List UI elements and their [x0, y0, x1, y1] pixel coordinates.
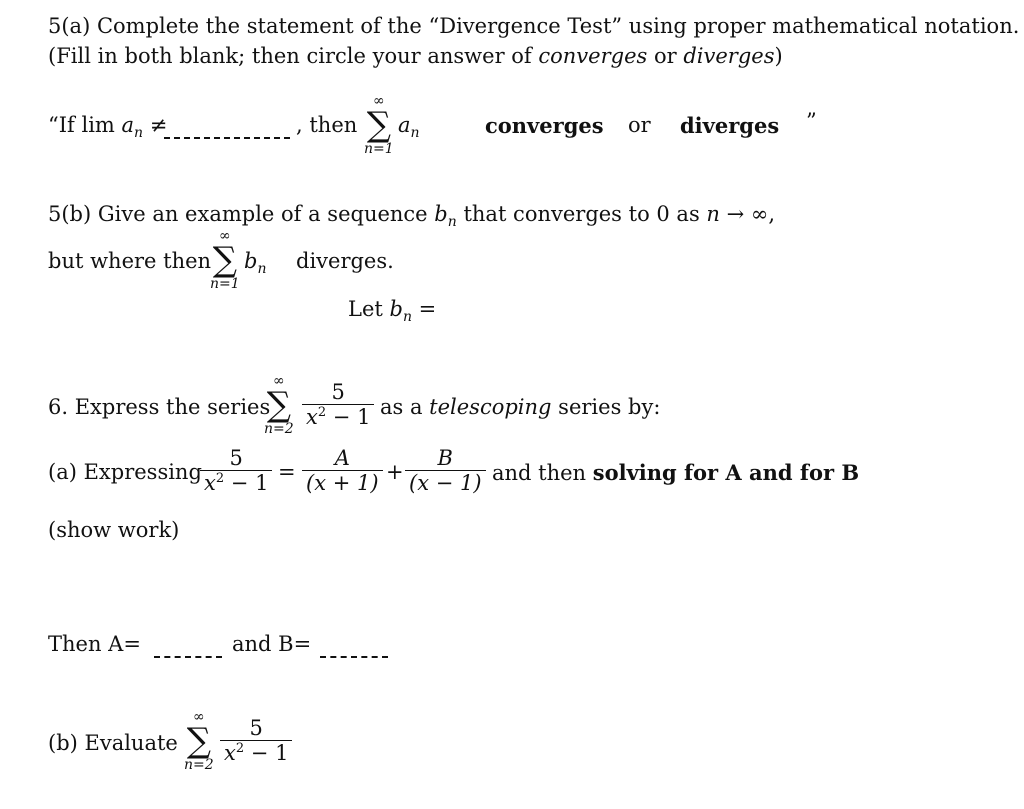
- q5b-let: [348, 297, 437, 325]
- q6a-show-work: (show work): [48, 518, 180, 542]
- q6-intro-rest: [380, 395, 660, 419]
- q6b-frac-num: 5: [249, 716, 263, 740]
- q5b-sum-sigma: [210, 229, 240, 291]
- q5a-sum-sigma: [364, 94, 394, 156]
- q5b-text-e: ,: [768, 202, 776, 226]
- q6b-label: (b) Evaluate: [48, 731, 178, 755]
- q6b-frac-den: $x^2 - 1$: [220, 740, 292, 769]
- q6a-frac1-den: $x^2 - 1$: [200, 470, 272, 499]
- q5b-sum-upper: ∞: [218, 228, 231, 244]
- option-or: or: [628, 113, 651, 137]
- q5a-neq: ≠: [143, 113, 168, 137]
- q6-telescoping: telescoping: [429, 395, 552, 419]
- q6-intro-b: as a: [380, 395, 430, 419]
- q5a-instructions: [48, 44, 783, 68]
- q6b-sum-upper: ∞: [192, 709, 205, 725]
- q6a-then-A: Then A=: [48, 632, 141, 656]
- sigma-icon: ∑: [212, 240, 237, 280]
- q5a-if-lim: “If lim: [48, 113, 122, 137]
- q6a-fraction-left: [200, 446, 272, 499]
- q5a-limit-blank[interactable]: [164, 137, 290, 139]
- q6-intro: 6. Express the series: [48, 395, 271, 419]
- q5a-instr-text: (Fill in both blank; then circle your answer of: [48, 44, 539, 68]
- q6a-fraction-A: [302, 446, 383, 495]
- q5a-heading: 5(a) Complete the statement of the “Divergence Test” using proper mathematical notation.: [48, 14, 1020, 38]
- q5a-instr-end: ): [774, 44, 783, 68]
- q5b-sum-term: [244, 249, 267, 277]
- q6a-tail-bold: solving for A and for B: [592, 460, 860, 485]
- q5b-let-text: Let: [348, 297, 390, 321]
- q5a-sum-a-sub: n: [410, 125, 420, 141]
- q5b-heading: [48, 202, 776, 230]
- q5b-b-sub: n: [447, 214, 457, 230]
- q5a-a: a: [121, 113, 135, 137]
- option-converges[interactable]: converges: [485, 113, 604, 138]
- q5a-sum-upper: ∞: [372, 93, 385, 109]
- q5b-diverges: diverges.: [296, 249, 394, 273]
- q6-sum-upper: ∞: [272, 373, 285, 389]
- q5b-b: b: [434, 202, 448, 226]
- q5b-let-b: b: [389, 297, 403, 321]
- q5b-limit: n → ∞: [706, 202, 769, 226]
- q6-frac-num: 5: [331, 380, 345, 404]
- q6-sum-sigma: [264, 374, 294, 436]
- q6a-plus: +: [386, 460, 404, 484]
- q6a-frac2-den: (x + 1): [302, 470, 383, 495]
- q6a-tail: [492, 460, 859, 485]
- q5b-sum-lower: n=1: [210, 276, 240, 292]
- q6a-frac3-den: (x − 1): [405, 470, 486, 495]
- q5a-statement-start: [48, 113, 168, 141]
- q6-intro-d: series by:: [551, 395, 661, 419]
- answer-A-blank[interactable]: [154, 656, 222, 658]
- sigma-icon: ∑: [366, 105, 391, 145]
- q6-fraction: [302, 380, 374, 433]
- q5a-then: , then: [296, 113, 358, 137]
- q6a-label: (a) Expressing: [48, 460, 202, 484]
- q5b-but-where: but where then: [48, 249, 212, 273]
- q6a-frac2-num: A: [334, 446, 350, 470]
- q5b-sum-b: b: [244, 249, 258, 273]
- q6b-fraction: [220, 716, 292, 769]
- q5a-sum-a: a: [398, 113, 411, 137]
- q6a-and-B: and B=: [232, 632, 312, 656]
- q6b-sum-lower: n=2: [184, 757, 214, 773]
- answer-B-blank[interactable]: [320, 656, 388, 658]
- q5a-instr-diverges: diverges: [683, 44, 775, 68]
- q5a-sum-lower: n=1: [364, 141, 394, 157]
- q5b-sum-b-sub: n: [257, 261, 267, 277]
- q6a-frac1-num: 5: [229, 446, 243, 470]
- q5a-a-sub: n: [134, 125, 144, 141]
- q5b-let-eq: =: [411, 297, 437, 321]
- q5a-instr-converges: converges: [538, 44, 648, 68]
- q6a-equals: =: [278, 460, 296, 484]
- q5a-close-quote: ”: [806, 109, 817, 133]
- q5a-instr-or: or: [647, 44, 684, 68]
- q6a-tail-text: and then: [492, 461, 593, 485]
- q5a-sum-term: [398, 113, 420, 141]
- q6-frac-den: $x^2 - 1$: [302, 404, 374, 433]
- q6-sum-lower: n=2: [264, 421, 294, 437]
- sigma-icon: ∑: [266, 385, 291, 425]
- q5b-text-a: 5(b) Give an example of a sequence: [48, 202, 435, 226]
- sigma-icon: ∑: [186, 721, 211, 761]
- q6a-fraction-B: [405, 446, 486, 495]
- q5b-let-b-sub: n: [402, 309, 412, 325]
- q6a-frac3-num: B: [437, 446, 453, 470]
- q6b-sum-sigma: [184, 710, 214, 772]
- option-diverges[interactable]: diverges: [680, 113, 780, 138]
- q5b-text-c: that converges to 0 as: [456, 202, 707, 226]
